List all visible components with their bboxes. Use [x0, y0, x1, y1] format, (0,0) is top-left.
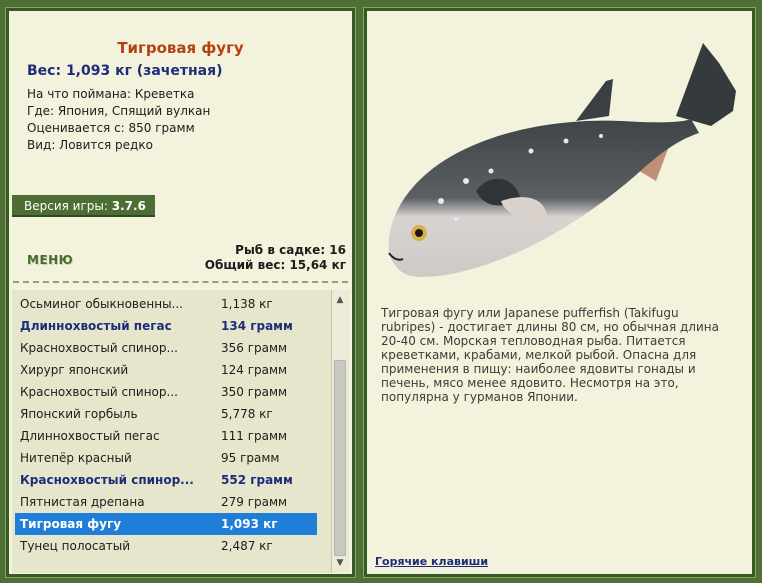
scroll-up-arrow-icon[interactable]: ▲ — [336, 295, 344, 305]
list-item-weight: 2,487 кг — [221, 539, 273, 553]
list-item-name: Длиннохвостый пегас — [20, 429, 160, 443]
list-item-weight: 1,138 кг — [221, 297, 273, 311]
list-item-name: Тунец полосатый — [20, 539, 131, 553]
value-line: Оценивается с: 850 грамм — [27, 121, 195, 135]
scroll-down-arrow-icon[interactable]: ▼ — [336, 558, 344, 568]
list-item-weight: 134 грамм — [221, 319, 293, 333]
list-item[interactable] — [15, 403, 317, 425]
list-item[interactable] — [15, 535, 317, 557]
location-line: Где: Япония, Спящий вулкан — [27, 104, 211, 118]
fish-description: Тигровая фугу или Japanese pufferfish (Takifugu rubripes) - достигает длины 80 см, но обычная длина 20-40 см. Морская тепловодная рыба. Питается креветками, крабами, мелкой рыбой. Опасна для применения в пищу: наиболее ядовиты гонады и печень, мясо менее ядовито. Несмотря на это, популярна у гурманов Японии. — [381, 306, 719, 404]
total-weight: Общий вес: 15,64 кг — [204, 258, 346, 272]
list-item-weight: 124 грамм — [221, 363, 288, 377]
list-item-weight: 356 грамм — [221, 341, 288, 355]
list-item-name: Осьминог обыкновенны... — [20, 297, 183, 311]
menu-button[interactable]: МЕНЮ — [27, 253, 74, 267]
list-item-name: Хирург японский — [20, 363, 129, 377]
list-item-weight: 350 грамм — [221, 385, 288, 399]
list-item[interactable] — [15, 337, 317, 359]
list-item[interactable] — [15, 425, 317, 447]
list-item-name: Тигровая фугу — [20, 517, 122, 531]
list-item-name: Краснохвостый спинор... — [20, 473, 194, 487]
list-item-name: Краснохвостый спинор... — [20, 385, 178, 399]
fish-title: Тигровая фугу — [117, 39, 244, 57]
list-item-name: Пятнистая дрепана — [20, 495, 145, 509]
fish-detail-panel — [364, 8, 755, 577]
list-item-selected[interactable] — [15, 513, 317, 535]
list-item-name: Краснохвостый спинор... — [20, 341, 178, 355]
list-item-weight: 279 грамм — [221, 495, 288, 509]
list-item[interactable] — [15, 381, 317, 403]
bait-line: На что поймана: Креветка — [27, 87, 195, 101]
catch-stats — [205, 243, 346, 273]
version-badge — [12, 195, 155, 217]
list-item-weight: 95 грамм — [221, 451, 280, 465]
fish-photo — [381, 41, 741, 291]
list-item-weight: 5,778 кг — [221, 407, 273, 421]
kind-line: Вид: Ловится редко — [27, 138, 153, 152]
list-item-name: Японский горбыль — [20, 407, 138, 421]
fish-info-panel — [6, 8, 355, 577]
list-item[interactable] — [15, 447, 317, 469]
version-number: 3.7.6 — [111, 199, 146, 213]
list-item[interactable] — [15, 293, 317, 315]
list-item-weight: 552 грамм — [221, 473, 293, 487]
catch-list — [12, 290, 349, 573]
fish-weight: Вес: 1,093 кг (зачетная) — [27, 63, 223, 79]
fish-count: Рыб в садке: 16 — [235, 243, 346, 257]
list-item[interactable] — [15, 491, 317, 513]
fish-details — [27, 86, 210, 154]
list-item-name: Нитепёр красный — [20, 451, 132, 465]
scrollbar-thumb[interactable] — [334, 360, 346, 556]
hotkeys-link[interactable]: Горячие клавиши — [375, 555, 489, 568]
divider — [13, 281, 348, 283]
list-item[interactable] — [15, 469, 317, 491]
list-scrollbar[interactable] — [331, 290, 348, 573]
version-label: Версия игры: — [24, 199, 108, 213]
list-item[interactable] — [15, 315, 317, 337]
list-item-weight: 1,093 кг — [221, 517, 278, 531]
list-item-weight: 111 грамм — [221, 429, 288, 443]
list-item[interactable] — [15, 359, 317, 381]
list-item-name: Длиннохвостый пегас — [20, 319, 172, 333]
